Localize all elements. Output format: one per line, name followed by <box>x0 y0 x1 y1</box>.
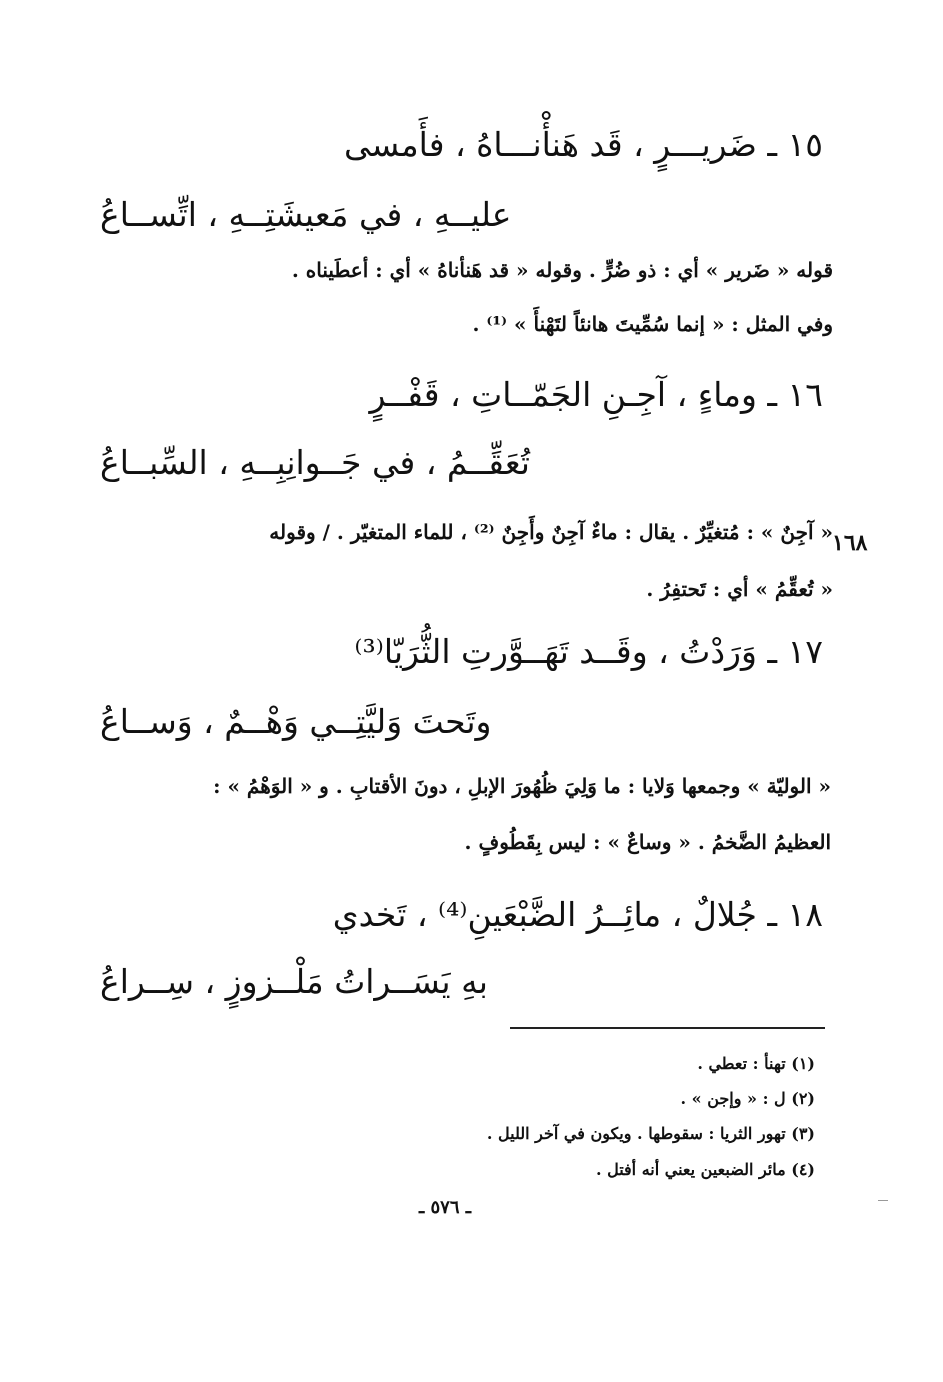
verse-16-second-hemistich: تُعَقِّــمُ ، في جَــوانِبِــهِ ، السِّبــاعُ <box>100 443 530 482</box>
manuscript-folio-reference: ١٦٨ <box>832 530 868 556</box>
verse-15-first-hemistich: ١٥ ـ ضَريـــرٍ ، قَد هَنأْنـــاهُ ، فأَمسى <box>344 125 823 164</box>
footnote-separator <box>510 1027 825 1029</box>
footnote-1: (١) تهنأ : تعطي . <box>697 1054 815 1073</box>
gloss-15-line-2: وفي المثل : « إنما سُمِّيتَ هانئاً لتَهْنأَ » ⁽¹⁾ . <box>472 312 833 336</box>
gloss-16-line-1: « آجِنٌ » : مُتغيِّرٌ . يقال : ماءٌ آجِنٌ وأَجِنٌ ⁽²⁾ ، للماء المتغيّر . / وقوله <box>269 520 833 544</box>
footnote-4: (٤) مائر الضبعين يعني أنه أفتل . <box>595 1160 815 1179</box>
verse-17-first-hemistich: ١٧ ـ وَرَدْتُ ، وقَــد تَهَــوَّرتِ الثُّرَيّا⁽³⁾ <box>354 632 823 671</box>
verse-17-second-hemistich: وتَحتَ وَليَّتِــي وَهْــمٌ ، وَســاعُ <box>100 702 492 741</box>
footnote-2: (٢) ل : « وإجن » . <box>680 1089 815 1108</box>
page-number: ـ ٥٧٦ ـ <box>418 1197 472 1218</box>
footnote-3: (٣) تهور الثريا : سقوطها . ويكون في آخر الليل . <box>486 1124 815 1143</box>
verse-16-first-hemistich: ١٦ ـ وماءٍ ، آجِـنِ الجَمّــاتِ ، قَفْــرٍ <box>369 375 823 414</box>
scan-edge-mark <box>878 1200 888 1201</box>
verse-18-second-hemistich: بهِ يَسَــراتُ مَلْــزوزٍ ، سِــراعُ <box>100 962 488 1001</box>
gloss-15-line-1: قوله « ضَرير » أي : ذو ضُرٍّ . وقوله « قد هَنأناهُ » أي : أعطَيناه . <box>291 258 833 282</box>
verse-15-second-hemistich: عليــهِ ، في مَعيشَتِــهِ ، اتِّســاعُ <box>100 195 512 234</box>
gloss-16-line-2: « تُعقِّمُ » أي : تَحتفِرُ . <box>646 577 833 601</box>
gloss-17-line-2: العظيمُ الضَّخمُ . « وساعٌ » : ليس بِقَطُوفٍ . <box>464 830 831 854</box>
gloss-17-line-1: « الوليّة » وجمعها وَلايا : ما وَلِيَ ظُهُورَ الإبلِ ، دونَ الأقتابِ . و « الوَهْمُ » : <box>213 774 831 798</box>
verse-18-first-hemistich: ١٨ ـ جُلالٌ ، مائِــرُ الضَّبْعَينِ⁽⁴⁾ ، تَخدي <box>332 895 823 934</box>
